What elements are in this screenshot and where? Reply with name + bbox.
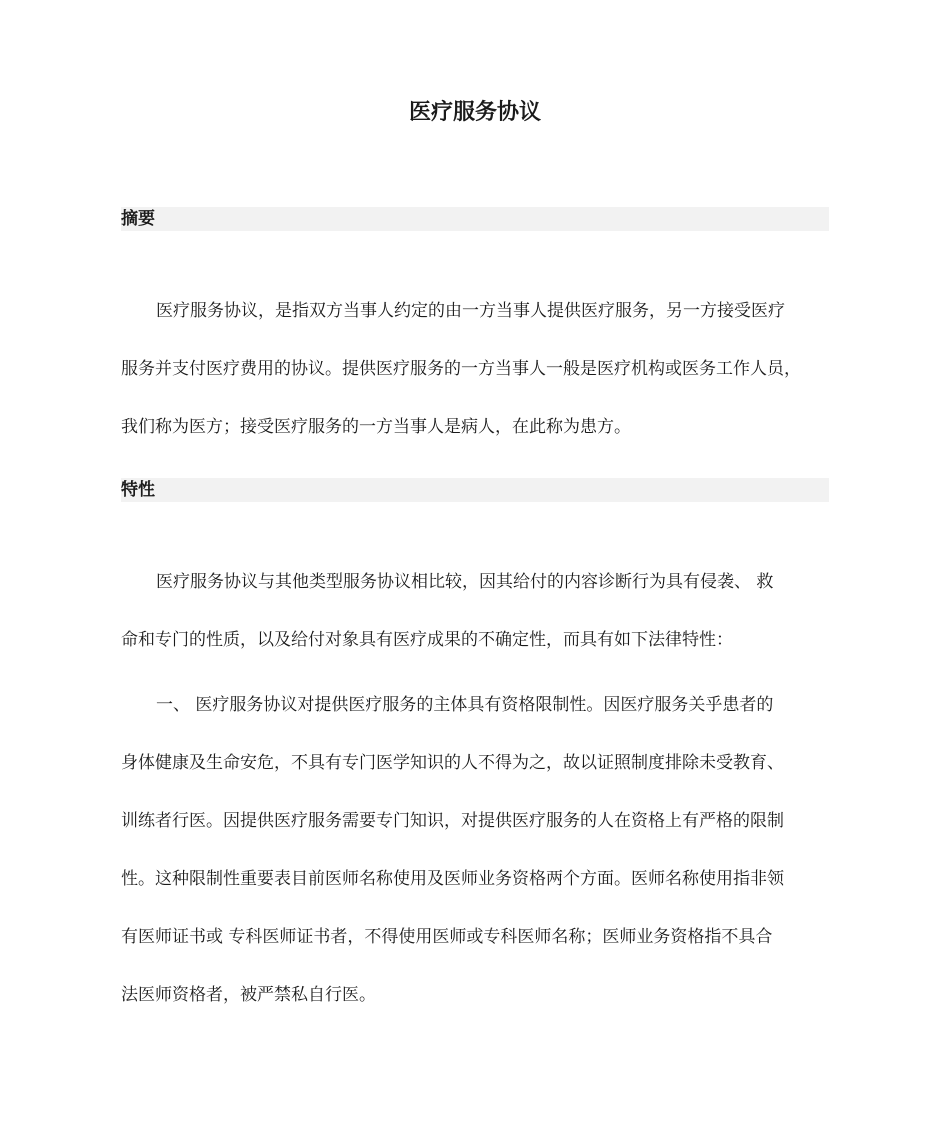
paragraph-line: 训练者行医。因提供医疗服务需要专门知识，对提供医疗服务的人在资格上有严格的限制 <box>121 811 784 831</box>
document-title: 医疗服务协议 <box>408 100 541 125</box>
paragraph-line: 性。这种限制性重要表目前医师名称使用及医师业务资格两个方面。医师名称使用指非领 <box>121 869 784 889</box>
paragraph-line: 服务并支付医疗费用的协议。提供医疗服务的一方当事人一般是医疗机构或医务工作人员， <box>121 359 801 379</box>
paragraph-line: 医疗服务协议，是指双方当事人约定的由一方当事人提供医疗服务，另一方接受医疗 <box>156 301 785 321</box>
paragraph-line: 命和专门的性质，以及给付对象具有医疗成果的不确定性，而具有如下法律特性： <box>121 630 733 650</box>
section-heading-summary: 摘要 <box>121 207 829 231</box>
paragraph-line: 有医师证书或 专科医师证书者，不得使用医师或专科医师名称；医师业务资格指不具合 <box>121 927 773 947</box>
paragraph-line: 法医师资格者，被严禁私自行医。 <box>121 985 376 1005</box>
paragraph-line: 医疗服务协议与其他类型服务协议相比较，因其给付的内容诊断行为具有侵袭、 救 <box>156 572 774 592</box>
paragraph-line: 我们称为医方；接受医疗服务的一方当事人是病人，在此称为患方。 <box>121 417 631 437</box>
paragraph-line: 身体健康及生命安危，不具有专门医学知识的人不得为之，故以证照制度排除未受教育、 <box>121 753 784 773</box>
section-heading-characteristics: 特性 <box>121 478 829 502</box>
paragraph-line: 一、 医疗服务协议对提供医疗服务的主体具有资格限制性。因医疗服务关乎患者的 <box>156 695 774 715</box>
